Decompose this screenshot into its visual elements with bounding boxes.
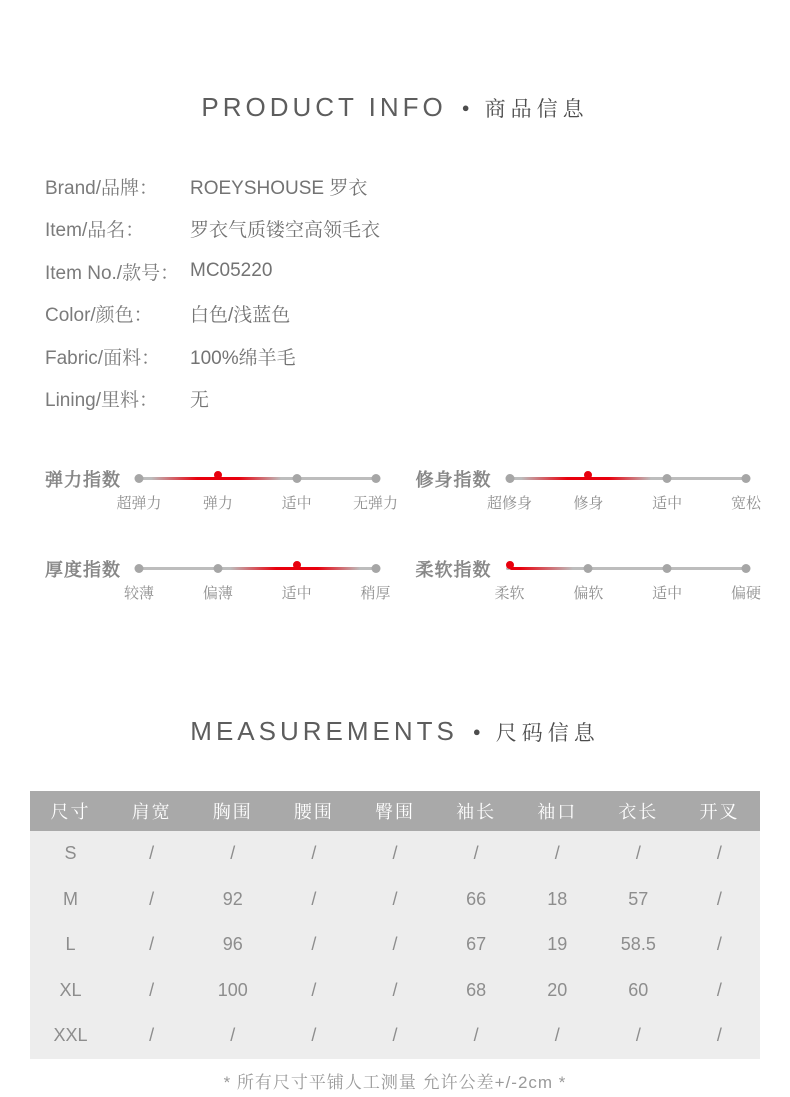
size-cell-value: / [392, 843, 398, 864]
slider-option-label: 柔软 [494, 585, 525, 602]
size-table-row [30, 877, 760, 923]
slider-option-label: 适中 [652, 585, 683, 602]
field-label: Lining/里料： [45, 390, 158, 412]
size-table-column-header: 尺寸 [50, 802, 91, 822]
product-info-list [45, 165, 790, 420]
index-slider [123, 561, 391, 619]
index-name: 柔软指数 [415, 560, 492, 580]
size-cell-value: 57 [628, 888, 649, 909]
slider-dot [742, 564, 751, 573]
bullet-icon: ● [461, 100, 470, 115]
measurements-header [0, 716, 790, 747]
measurement-note: * 所有尺寸平铺人工测量 允许公差+/-2cm * [223, 1072, 567, 1092]
size-cell-value: / [311, 934, 317, 955]
size-table-column-header: 腰围 [293, 802, 334, 822]
size-cell-value: / [716, 934, 722, 955]
slider-dot [742, 474, 751, 483]
slider-dot [663, 474, 672, 483]
slider-option-label: 稍厚 [360, 585, 391, 602]
size-cell-label: S [64, 843, 77, 864]
size-table-column-header: 肩宽 [131, 802, 172, 822]
product-info-title-zh: 商品信息 [484, 97, 589, 121]
index-slider [486, 471, 762, 529]
size-cell-value: 60 [628, 979, 649, 1000]
size-cell-value: / [635, 1025, 641, 1046]
slider-option-label: 超修身 [486, 495, 533, 512]
size-cell-value: / [635, 843, 641, 864]
product-field-row [45, 208, 790, 251]
slider-option-label: 适中 [281, 495, 312, 512]
slider-dot [292, 474, 301, 483]
index-name: 修身指数 [415, 470, 492, 490]
size-cell-value: / [473, 1025, 479, 1046]
size-cell-value: 66 [466, 888, 487, 909]
product-field-row [45, 250, 790, 293]
size-cell-value: / [473, 843, 479, 864]
slider-dot [505, 474, 514, 483]
product-field-row [45, 165, 790, 208]
size-table-column-header: 胸围 [212, 802, 253, 822]
size-table [30, 791, 760, 1059]
field-value: MC05220 [190, 260, 273, 282]
size-cell-value: / [230, 843, 236, 864]
size-table-column-header: 衣长 [618, 802, 659, 822]
size-cell-value: / [716, 1025, 722, 1046]
product-field-row [45, 378, 790, 421]
slider-option-label: 较薄 [123, 585, 155, 602]
slider-rail [123, 561, 391, 619]
index-slider-row [416, 466, 761, 530]
size-cell-value: / [554, 1025, 560, 1046]
size-cell-value: / [311, 888, 317, 909]
slider-option-label: 弹力 [202, 495, 233, 512]
size-cell-value: / [311, 1025, 317, 1046]
size-table-row [30, 1013, 760, 1059]
size-cell-label: M [63, 888, 79, 909]
slider-dot [213, 564, 222, 573]
size-cell-value: / [311, 843, 317, 864]
size-cell-value: / [716, 888, 722, 909]
size-cell-value: 92 [222, 888, 243, 909]
slider-option-label: 偏硬 [730, 585, 762, 602]
field-label: Fabric/面料： [45, 347, 161, 369]
measurements-title-en: MEASUREMENTS [190, 716, 458, 746]
size-cell-value: / [230, 1025, 236, 1046]
size-table-column-header: 开叉 [699, 802, 740, 822]
index-grid [45, 466, 760, 620]
size-table-row [30, 922, 760, 968]
index-slider [116, 471, 399, 529]
size-table-row [30, 831, 760, 877]
slider-option-label: 适中 [281, 585, 312, 602]
size-cell-value: / [311, 979, 317, 1000]
size-cell-label: XXL [53, 1025, 88, 1046]
size-cell-value: / [392, 934, 398, 955]
index-slider-row [45, 556, 390, 620]
slider-option-label: 适中 [652, 495, 683, 512]
size-cell-value: / [149, 979, 155, 1000]
size-cell-value: 19 [547, 934, 568, 955]
slider-selected-dot [214, 471, 222, 479]
slider-dot [663, 564, 672, 573]
field-value: ROEYSHOUSE 罗衣 [190, 177, 368, 199]
size-table-column-header: 袖长 [456, 802, 497, 822]
slider-rail [116, 471, 399, 529]
product-field-row [45, 293, 790, 336]
slider-dot [584, 564, 593, 573]
size-cell-value: 68 [466, 979, 487, 1000]
size-cell-value: 96 [222, 934, 243, 955]
size-cell-value: / [716, 979, 722, 1000]
size-table-body [30, 831, 760, 1059]
slider-selected-dot [293, 561, 301, 569]
size-cell-value: / [716, 843, 722, 864]
index-slider-row [45, 466, 399, 530]
size-cell-value: / [149, 934, 155, 955]
slider-selected-dot [506, 561, 514, 569]
product-info-header [0, 0, 790, 123]
slider-option-label: 修身 [573, 495, 604, 512]
size-table-column-header: 臀围 [374, 802, 415, 822]
size-cell-value: / [392, 888, 398, 909]
size-cell-value: 20 [547, 979, 568, 1000]
index-name: 弹力指数 [45, 470, 121, 490]
field-value: 100%绵羊毛 [190, 347, 296, 369]
size-cell-label: L [65, 934, 76, 955]
slider-option-label: 宽松 [730, 495, 762, 512]
size-cell-value: / [392, 1025, 398, 1046]
size-cell-value: / [149, 843, 155, 864]
size-cell-value: 100 [217, 979, 248, 1000]
field-value: 白色/浅蓝色 [190, 305, 291, 327]
field-label: Item No./款号： [45, 262, 180, 284]
index-slider-row [416, 556, 761, 620]
slider-dot [371, 474, 380, 483]
size-cell-value: / [149, 888, 155, 909]
product-info-title-en: PRODUCT INFO [201, 92, 447, 122]
size-cell-label: XL [59, 979, 82, 1000]
slider-selected-dot [584, 471, 592, 479]
slider-option-label: 超弹力 [116, 495, 162, 512]
field-label: Brand/品牌： [45, 177, 158, 199]
field-label: Color/颜色： [45, 305, 153, 327]
field-label: Item/品名： [45, 220, 145, 242]
size-table-header-row [30, 791, 760, 831]
field-value: 无 [190, 390, 210, 412]
slider-rail [486, 471, 762, 529]
size-cell-value: / [392, 979, 398, 1000]
product-field-row [45, 335, 790, 378]
size-table-row [30, 968, 760, 1014]
size-cell-value: 18 [547, 888, 568, 909]
size-cell-value: 58.5 [620, 934, 656, 955]
slider-option-label: 无弹力 [352, 495, 399, 512]
slider-option-label: 偏软 [573, 585, 604, 602]
slider-option-label: 偏薄 [202, 585, 233, 602]
slider-active-segment [510, 567, 573, 570]
slider-dot [135, 474, 144, 483]
size-cell-value: / [554, 843, 560, 864]
bullet-icon: ● [472, 724, 481, 739]
size-table-column-header: 袖口 [537, 802, 578, 822]
size-cell-value: / [149, 1025, 155, 1046]
field-value: 罗衣气质镂空高领毛衣 [190, 220, 381, 242]
size-cell-value: 67 [466, 934, 487, 955]
measurements-title-zh: 尺码信息 [495, 721, 600, 745]
slider-dot [371, 564, 380, 573]
index-name: 厚度指数 [45, 560, 121, 580]
slider-rail [494, 561, 762, 619]
index-slider [494, 561, 762, 619]
slider-dot [135, 564, 144, 573]
